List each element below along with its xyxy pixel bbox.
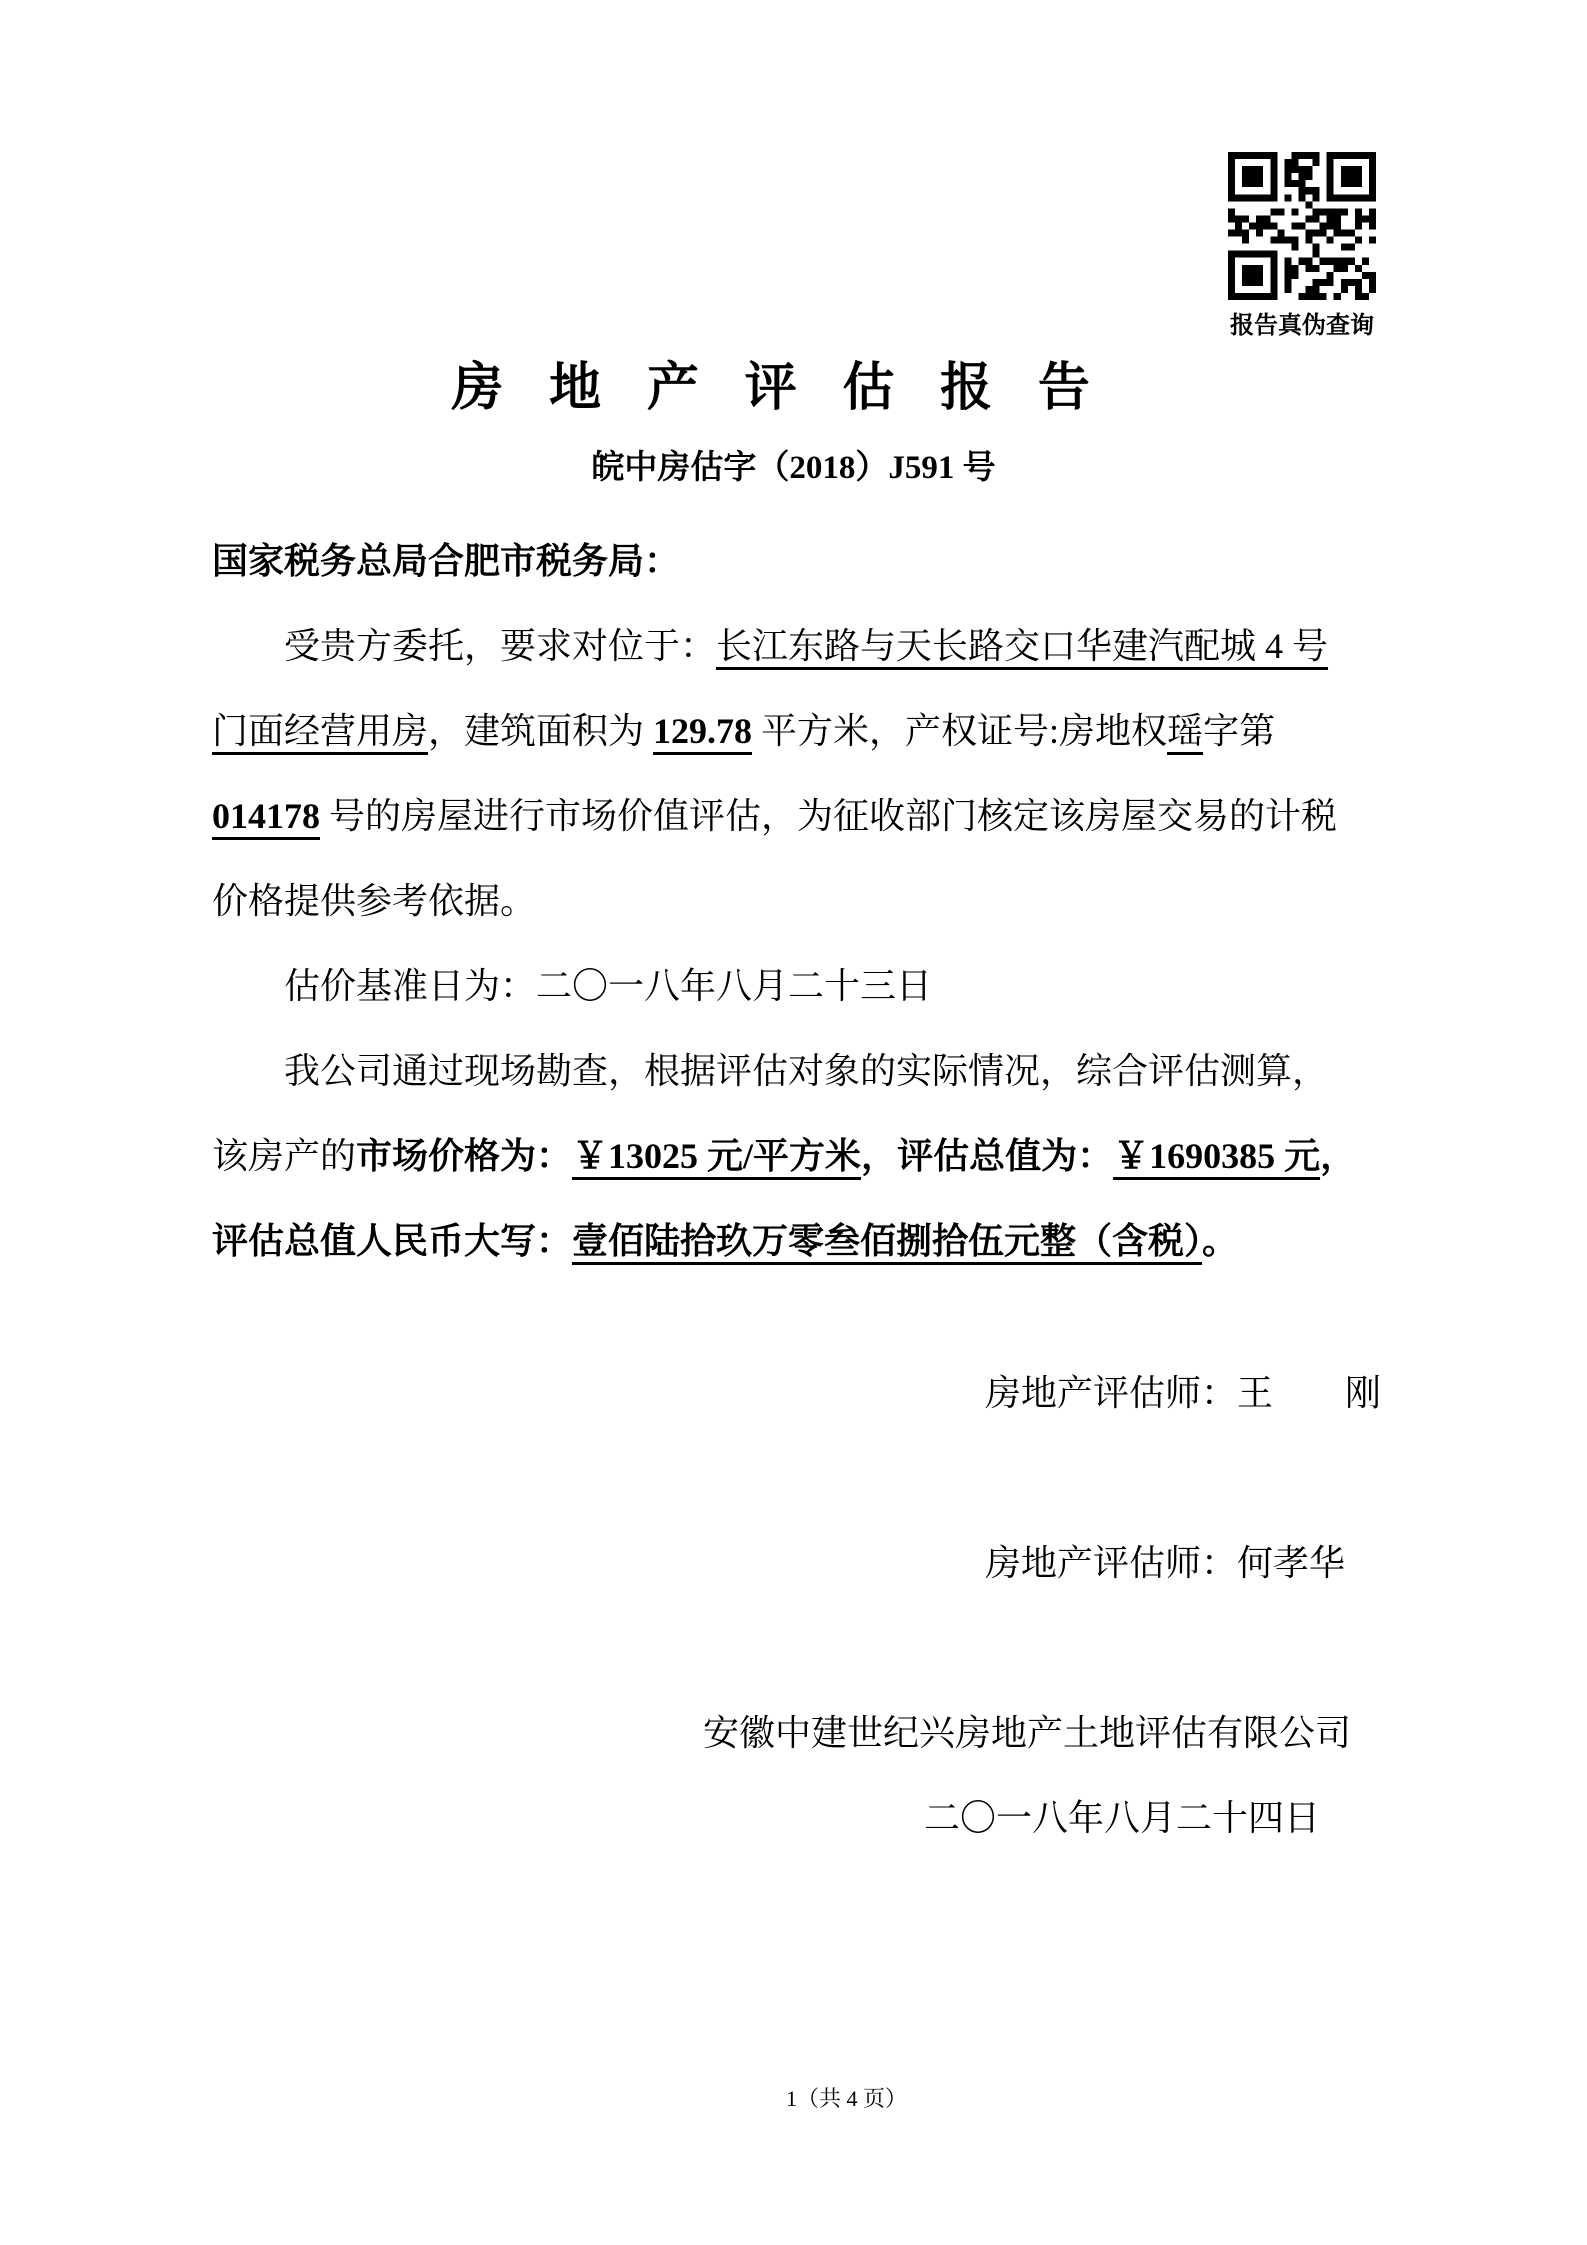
total-value: ￥1690385 元 (1113, 1136, 1321, 1176)
qr-code-icon (1228, 152, 1376, 300)
body-text: 该房产的 (212, 1136, 357, 1176)
body-line (212, 859, 1407, 944)
body-text: 估价基准日为：二〇一八年八月二十三日 (284, 966, 933, 1006)
report-verification-block (1228, 152, 1376, 338)
body-line (212, 774, 1407, 859)
report-number: 皖中房估字（2018）J591 号 (591, 450, 996, 486)
addressee-line: 国家税务总局合肥市税务局： (212, 541, 681, 581)
appraiser-signature-2: 房地产评估师：何孝华 (985, 1543, 1346, 1583)
qr-caption: 报告真伪查询 (1230, 313, 1374, 339)
body-text: 。 (1202, 1221, 1239, 1261)
property-address-cont: 门面经营用房 (212, 711, 429, 751)
body-text: ， (1320, 1136, 1357, 1176)
property-address: 长江东路与天长路交口华建汽配城 4 号 (716, 626, 1329, 666)
body-text: 号的房屋进行市场价值评估，为征收部门核定该房屋交易的计税 (320, 796, 1338, 836)
market-price-line (212, 1114, 1407, 1199)
body-line (212, 1029, 1407, 1114)
body-text: 受贵方委托，要求对位于： (284, 626, 717, 666)
page-title: 房地产评估报告 (451, 360, 1136, 417)
company-name: 安徽中建世纪兴房地产土地评估有限公司 (703, 1713, 1352, 1753)
body-text: 我公司通过现场勘查，根据评估对象的实际情况，综合评估测算， (284, 1051, 1329, 1091)
body-text: 评估总值人民币大写： (212, 1221, 573, 1261)
report-body (212, 604, 1407, 1284)
deed-char: 瑶 (1167, 711, 1204, 751)
valuation-date-line (212, 944, 1407, 1029)
deed-number: 014178 (212, 796, 320, 836)
total-value-words: 壹佰陆拾玖万零叁佰捌拾伍元整（含税） (572, 1221, 1203, 1261)
body-text: 价格提供参考依据。 (212, 881, 537, 921)
body-line (212, 689, 1407, 774)
body-text: ， (861, 1136, 898, 1176)
body-text: 市场价格为： (356, 1136, 573, 1176)
body-text: 平方米，产权证号:房地权 (752, 711, 1168, 751)
body-text: ，建筑面积为 (428, 711, 654, 751)
body-text: 字第 (1203, 711, 1276, 751)
page-number: 1（共 4 页） (786, 2086, 908, 2111)
building-area-value: 129.78 (653, 711, 753, 751)
report-date: 二〇一八年八月二十四日 (924, 1798, 1321, 1838)
body-text: 评估总值为： (897, 1136, 1114, 1176)
total-value-words-line (212, 1199, 1407, 1284)
appraiser-signature-1: 房地产评估师：王 刚 (985, 1373, 1382, 1413)
unit-price-value: ￥13025 元/平方米 (572, 1136, 862, 1176)
body-line (212, 604, 1407, 689)
